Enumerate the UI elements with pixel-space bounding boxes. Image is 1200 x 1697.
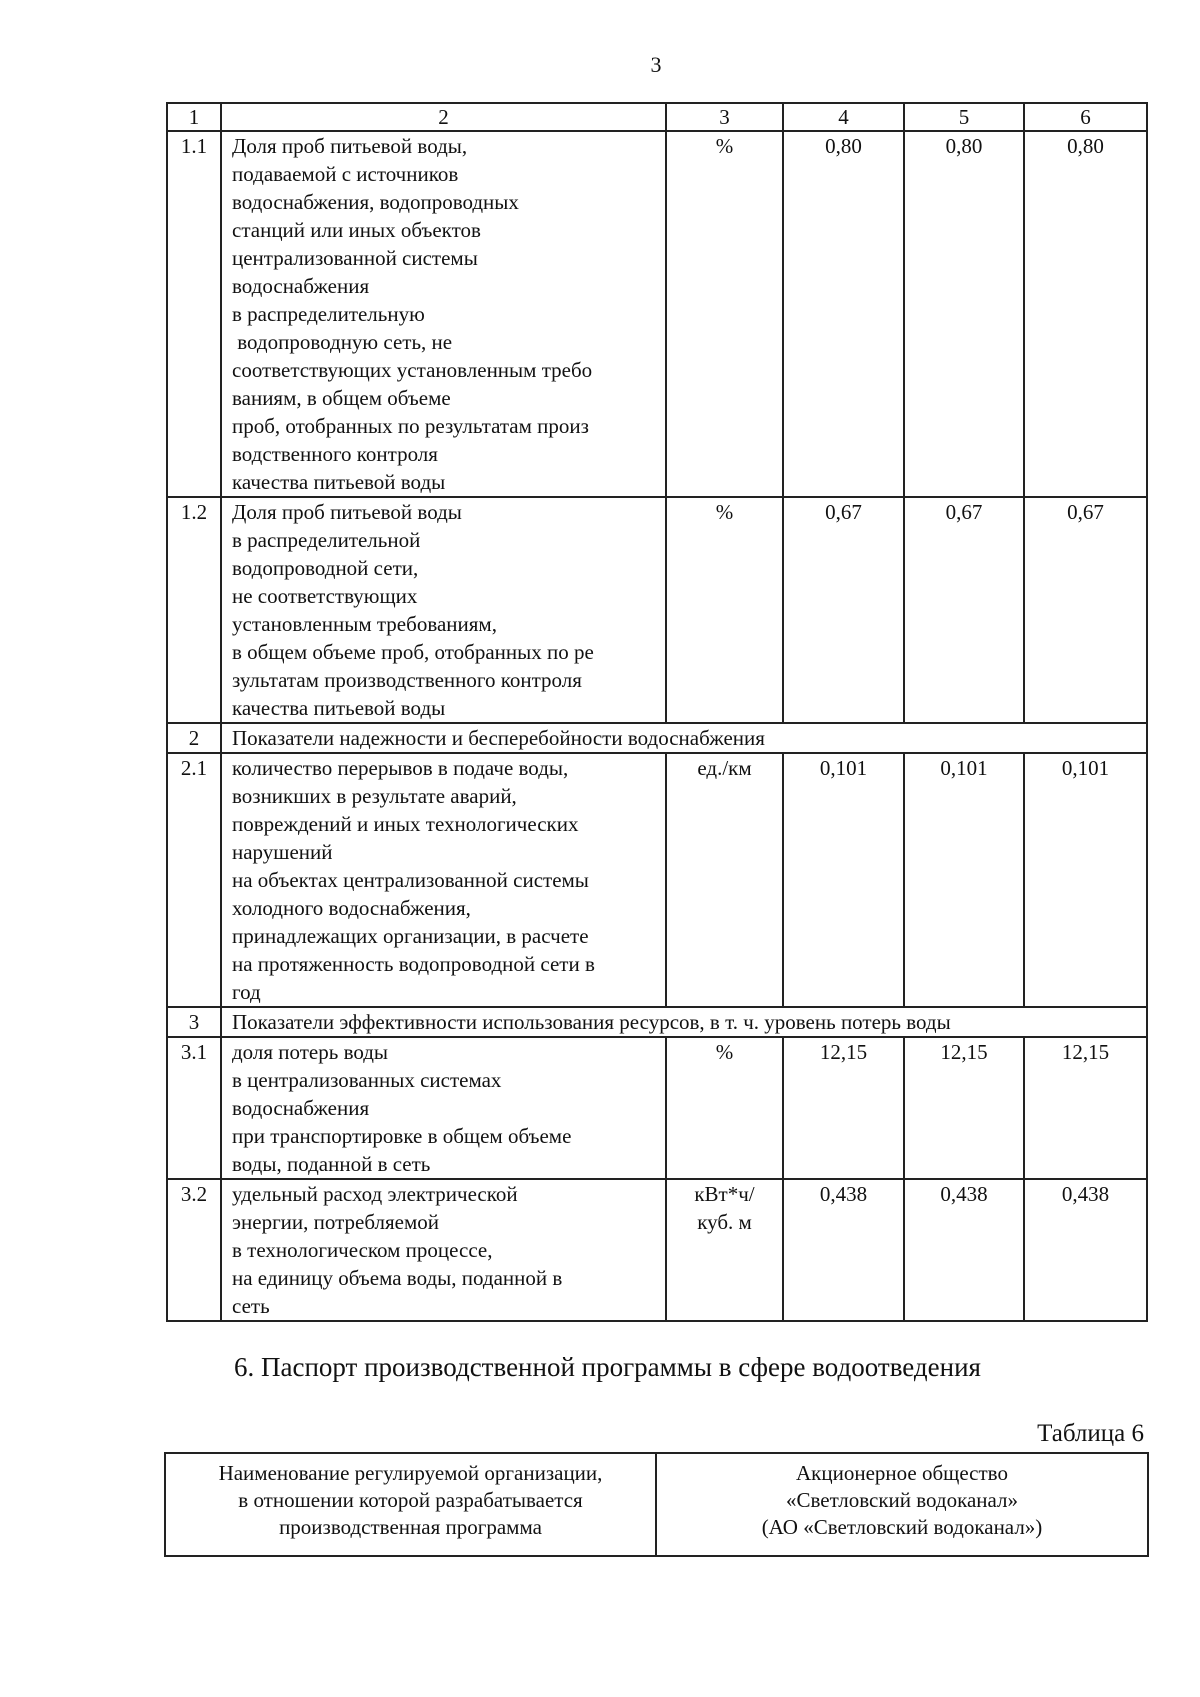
value-col-4: 0,101 — [783, 753, 904, 1007]
text-line: в распределительной — [232, 528, 421, 552]
text-line: % — [715, 134, 734, 158]
unit-cell — [666, 753, 783, 1007]
text-line: кВт*ч/ — [694, 1182, 755, 1206]
text-line: зультатам производственного контроля — [232, 668, 582, 692]
text-line: год — [232, 980, 261, 1004]
text-line: Доля проб питьевой воды — [232, 500, 462, 524]
text-line: на объектах централизованной системы — [232, 868, 589, 892]
text-line: водоснабжения — [232, 1096, 370, 1120]
value-col-6: 0,438 — [1024, 1179, 1147, 1321]
text-line: сеть — [232, 1294, 270, 1318]
value-col-5: 0,101 — [904, 753, 1024, 1007]
table-label: Таблица 6 — [1037, 1420, 1144, 1447]
text-line: в централизованных системах — [232, 1068, 502, 1092]
text-line: нарушений — [232, 840, 333, 864]
value-col-6: 0,67 — [1024, 497, 1147, 723]
text-line: на протяженность водопроводной сети в — [232, 952, 595, 976]
indicators-table — [166, 102, 1148, 1322]
column-header: 6 — [1024, 103, 1147, 131]
row-number: 1.1 — [167, 131, 221, 497]
unit-cell — [666, 497, 783, 723]
text-line: удельный расход электрической — [232, 1182, 518, 1206]
text-line: ед./км — [697, 756, 752, 780]
indicator-name — [221, 753, 666, 1007]
section-row — [167, 1007, 1147, 1037]
text-line: Доля проб питьевой воды, — [232, 134, 468, 158]
value-col-6: 0,80 — [1024, 131, 1147, 497]
row-number: 3 — [167, 1007, 221, 1037]
text-line: водственного контроля — [232, 442, 438, 466]
row-number: 3.1 — [167, 1037, 221, 1179]
section-title: Показатели эффективности использования ресурсов, в т. ч. уровень потерь воды — [221, 1007, 1147, 1037]
column-header: 1 — [167, 103, 221, 131]
text-line: % — [715, 500, 734, 524]
text-line: качества питьевой воды — [232, 470, 446, 494]
passport-row — [165, 1453, 1148, 1556]
text-line: качества питьевой воды — [232, 696, 446, 720]
unit-cell — [666, 1037, 783, 1179]
text-line: водоснабжения, водопроводных — [232, 190, 519, 214]
value-col-6: 12,15 — [1024, 1037, 1147, 1179]
organization-label-cell — [165, 1453, 656, 1556]
text-line: при транспортировке в общем объеме — [232, 1124, 572, 1148]
table-row — [167, 753, 1147, 1007]
row-number: 2.1 — [167, 753, 221, 1007]
text-line: централизованной системы — [232, 246, 478, 270]
row-number: 2 — [167, 723, 221, 753]
indicator-name — [221, 1179, 666, 1321]
column-header: 5 — [904, 103, 1024, 131]
value-col-5: 0,438 — [904, 1179, 1024, 1321]
text-line: в распределительную — [232, 302, 425, 326]
organization-name-cell — [656, 1453, 1148, 1556]
text-line: энергии, потребляемой — [232, 1210, 440, 1234]
page-number: 3 — [650, 52, 662, 77]
text-line: повреждений и иных технологических — [232, 812, 579, 836]
text-line: куб. м — [697, 1210, 752, 1234]
text-line: возникших в результате аварий, — [232, 784, 517, 808]
text-line: на единицу объема воды, поданной в — [232, 1266, 563, 1290]
table-row — [167, 1179, 1147, 1321]
text-line: воды, поданной в сеть — [232, 1152, 431, 1176]
text-line: в отношении которой разрабатывается — [238, 1488, 583, 1512]
indicator-name — [221, 1037, 666, 1179]
unit-cell — [666, 1179, 783, 1321]
value-col-5: 0,67 — [904, 497, 1024, 723]
text-line: Наименование регулируемой организации, — [218, 1461, 603, 1485]
indicator-name — [221, 131, 666, 497]
text-line: подаваемой с источников — [232, 162, 459, 186]
row-number: 3.2 — [167, 1179, 221, 1321]
table-row — [167, 1037, 1147, 1179]
value-col-4: 0,438 — [783, 1179, 904, 1321]
column-header: 3 — [666, 103, 783, 131]
text-line: установленным требованиям, — [232, 612, 497, 636]
text-line: количество перерывов в подаче воды, — [232, 756, 569, 780]
table-header-row — [167, 103, 1147, 131]
section-heading: 6. Паспорт производственной программы в сфере водоотведения — [234, 1352, 981, 1382]
passport-table — [164, 1452, 1149, 1557]
value-col-6: 0,101 — [1024, 753, 1147, 1007]
text-line: принадлежащих организации, в расчете — [232, 924, 589, 948]
value-col-4: 0,80 — [783, 131, 904, 497]
text-line: холодного водоснабжения, — [232, 896, 471, 920]
text-line: водоснабжения — [232, 274, 370, 298]
text-line: станций или иных объектов — [232, 218, 481, 242]
text-line: производственная программа — [279, 1515, 542, 1539]
column-header: 4 — [783, 103, 904, 131]
text-line: водопроводную сеть, не — [232, 330, 453, 354]
text-line: ваниям, в общем объеме — [232, 386, 451, 410]
section-row — [167, 723, 1147, 753]
value-col-5: 0,80 — [904, 131, 1024, 497]
text-line: водопроводной сети, — [232, 556, 419, 580]
text-line: проб, отобранных по результатам произ — [232, 414, 589, 438]
row-number: 1.2 — [167, 497, 221, 723]
text-line: в технологическом процессе, — [232, 1238, 493, 1262]
text-line: не соответствующих — [232, 584, 418, 608]
value-col-4: 12,15 — [783, 1037, 904, 1179]
text-line: в общем объеме проб, отобранных по ре — [232, 640, 594, 664]
value-col-4: 0,67 — [783, 497, 904, 723]
column-header: 2 — [221, 103, 666, 131]
table-row — [167, 497, 1147, 723]
unit-cell — [666, 131, 783, 497]
text-line: % — [715, 1040, 734, 1064]
text-line: (АО «Светловский водоканал») — [761, 1515, 1043, 1539]
indicator-name — [221, 497, 666, 723]
text-line: соответствующих установленным требо — [232, 358, 593, 382]
section-title: Показатели надежности и бесперебойности водоснабжения — [221, 723, 1147, 753]
value-col-5: 12,15 — [904, 1037, 1024, 1179]
text-line: доля потерь воды — [232, 1040, 389, 1064]
table-row — [167, 131, 1147, 497]
text-line: Акционерное общество — [796, 1461, 1008, 1485]
text-line: «Светловский водоканал» — [785, 1488, 1019, 1512]
